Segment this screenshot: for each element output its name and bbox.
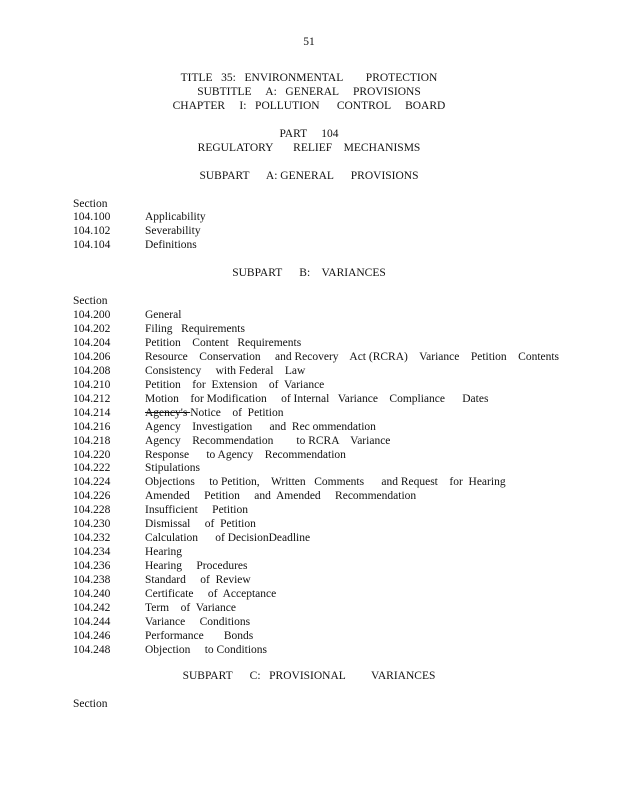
section-title-cell [145, 560, 248, 572]
section-title: Severability [145, 224, 201, 237]
section-title: Response to Agency Recommendation [145, 448, 346, 461]
section-title: Hearing Procedures [145, 560, 248, 573]
section-title-cell [145, 365, 305, 377]
section-number: 104.208 [73, 364, 111, 377]
section-title: Petition for Extension of Variance [145, 378, 325, 391]
section-number: 104.102 [73, 224, 111, 237]
subpart-c-section-label: Section [73, 698, 108, 710]
section-title: Definitions [145, 238, 197, 251]
section-number: 104.240 [73, 588, 111, 600]
section-title-cell [145, 309, 181, 321]
section-title-cell [145, 323, 245, 335]
section-title: General [145, 309, 182, 321]
section-number: 104.100 [73, 211, 111, 223]
section-title: Variance Conditions [145, 615, 251, 628]
subtitle-line: SUBTITLE A: GENERAL PROVISIONS [197, 86, 421, 98]
section-title-cell [145, 351, 559, 363]
part-line: PART 104 [279, 128, 339, 140]
section-title: Applicability [145, 211, 206, 223]
section-title-cell [145, 407, 283, 419]
section-title-cell [145, 630, 253, 642]
section-number: 104.206 [73, 350, 111, 363]
section-title-cell [145, 225, 201, 237]
section-number: 104.210 [73, 378, 111, 391]
section-number: 104.218 [73, 434, 111, 447]
section-title-cell [145, 435, 390, 447]
subpart-a-heading: SUBPART A: GENERAL PROVISIONS [199, 170, 419, 182]
section-title-cell [145, 393, 488, 405]
section-number: 104.228 [73, 504, 111, 517]
section-number: 104.230 [73, 518, 111, 531]
subpart-c-heading: SUBPART C: PROVISIONAL VARIANCES [182, 670, 436, 682]
section-title-cell [145, 546, 182, 558]
section-title: Standard of Review [145, 574, 251, 587]
section-number: 104.220 [73, 448, 111, 461]
section-title: Performance Bonds [145, 629, 254, 642]
section-title: Calculation of DecisionDeadline [145, 532, 311, 545]
section-number: 104.202 [73, 322, 111, 335]
section-number: 104.204 [73, 336, 111, 349]
section-title-cell [145, 239, 197, 251]
section-number: 104.232 [73, 532, 111, 545]
section-number: 104.234 [73, 546, 111, 559]
section-title-cell [145, 532, 310, 544]
section-title: Hearing [145, 546, 183, 559]
section-title: Dismissal of Petition [145, 518, 256, 531]
section-title-cell [145, 518, 256, 530]
section-title: Insufficient Petition [145, 504, 248, 517]
section-title: Resource Conservation and Recovery Act (RCRA) Variance Petition Contents [145, 350, 560, 363]
section-title-cell [145, 449, 346, 461]
struck-text: Agency's [145, 406, 191, 419]
page-number: 51 [303, 36, 315, 48]
section-number: 104.236 [73, 560, 111, 573]
section-number: 104.246 [73, 629, 111, 642]
section-title-cell [145, 421, 376, 433]
section-title: Agency Recommendation to RCRA Variance [145, 434, 391, 447]
section-title: Amended Petition and Amended Recommendation [145, 490, 417, 503]
section-title-cell [145, 476, 506, 488]
subpart-a-section-label: Section [73, 198, 108, 210]
section-number: 104.238 [73, 574, 111, 587]
section-title: Term of Variance [145, 601, 236, 614]
section-title-cell [145, 379, 324, 391]
section-number: 104.224 [73, 476, 111, 489]
section-title-cell [145, 588, 276, 600]
section-title-cell [145, 490, 416, 502]
section-title-cell [145, 574, 251, 586]
section-title: Stipulations [145, 462, 200, 475]
section-title: Motion for Modification of Internal Variance Compliance Dates [145, 392, 489, 405]
section-number: 104.242 [73, 601, 111, 614]
part-title: REGULATORY RELIEF MECHANISMS [197, 142, 421, 154]
section-title-cell [145, 337, 301, 349]
section-title: Petition Content Requirements [145, 336, 302, 349]
section-title-cell [145, 616, 250, 628]
section-number: 104.104 [73, 238, 111, 251]
section-number: 104.248 [73, 643, 111, 656]
section-number: 104.244 [73, 615, 111, 628]
section-title-cell [145, 644, 267, 656]
section-title: Certificate of Acceptance [145, 588, 277, 600]
section-title-cell [145, 602, 236, 614]
section-number: 104.226 [73, 490, 111, 503]
section-title: Consistency with Federal Law [145, 364, 306, 377]
subpart-b-section-label: Section [73, 295, 108, 307]
section-title: Objections to Petition, Written Comments and Request for Hearing [145, 476, 506, 489]
section-number: 104.222 [73, 462, 111, 475]
section-number: 104.200 [73, 309, 111, 321]
section-number: 104.214 [73, 406, 111, 419]
section-title-cell [145, 211, 206, 223]
title-line: TITLE 35: ENVIRONMENTAL PROTECTION [180, 72, 438, 84]
section-title-cell [145, 462, 200, 474]
section-number: 104.216 [73, 420, 111, 433]
section-title-cell [145, 504, 248, 516]
chapter-line: CHAPTER I: POLLUTION CONTROL BOARD [172, 100, 446, 112]
section-title: Agency Investigation and Rec ommendation [145, 420, 376, 433]
section-number: 104.212 [73, 392, 111, 405]
section-title: Objection to Conditions [145, 643, 268, 656]
section-title: Notice of Petition [190, 406, 284, 419]
section-title: Filing Requirements [145, 322, 245, 335]
subpart-b-heading: SUBPART B: VARIANCES [232, 267, 386, 279]
